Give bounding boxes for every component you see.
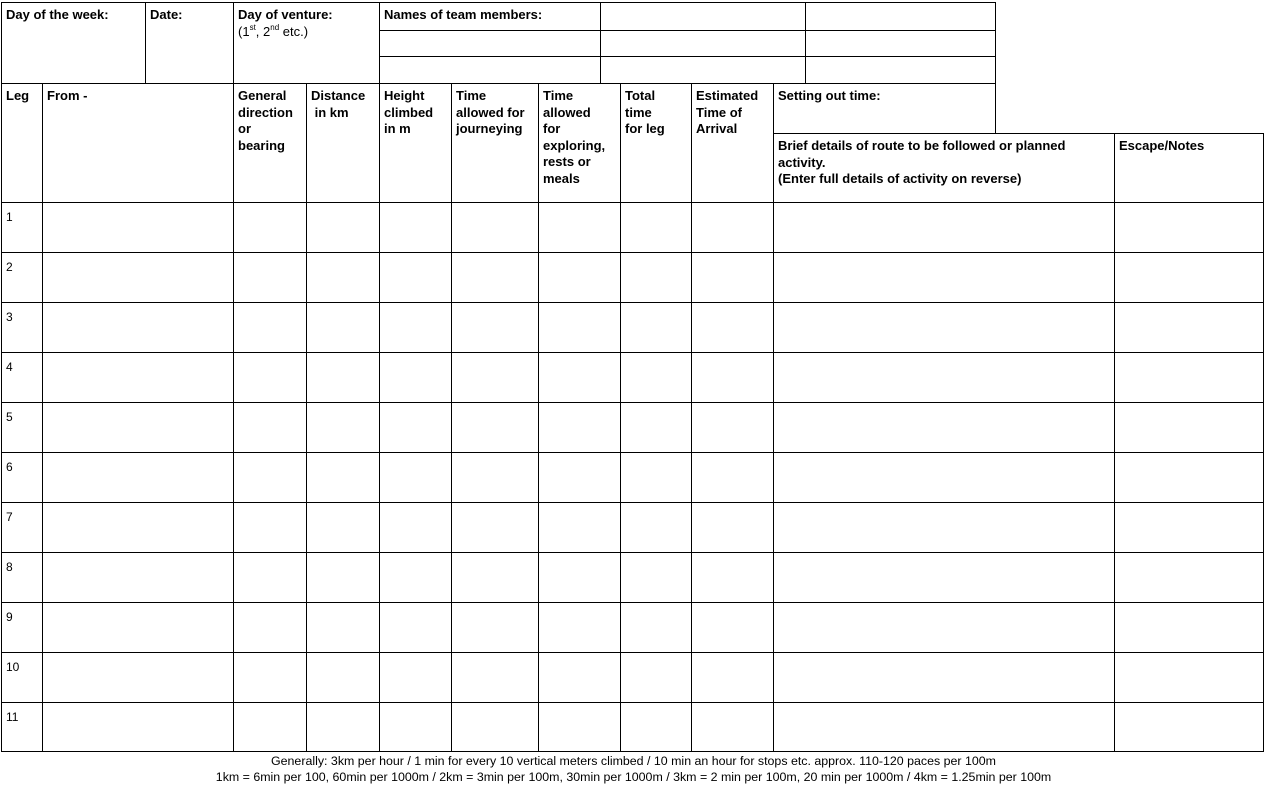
- footer-guideline-1: Generally: 3km per hour / 1 min for every 10 vertical meters climbed / 10 min an hour for stops etc. approx. 110-120 paces per 100m: [271, 754, 996, 768]
- from-cell[interactable]: [42, 452, 234, 503]
- day-of-week-label: Day of the week:: [6, 7, 109, 22]
- journeying-time-cell[interactable]: [451, 352, 539, 403]
- from-cell[interactable]: [42, 502, 234, 553]
- route-details-cell[interactable]: [773, 252, 1115, 303]
- team-member-field[interactable]: [805, 56, 996, 84]
- distance-cell[interactable]: [306, 202, 380, 253]
- height-cell[interactable]: [379, 502, 452, 553]
- exploring-time-cell[interactable]: [538, 402, 621, 453]
- escape-notes-cell[interactable]: [1114, 202, 1264, 253]
- col-route-header: [773, 133, 1115, 203]
- direction-cell[interactable]: [233, 402, 307, 453]
- direction-cell[interactable]: [233, 352, 307, 403]
- height-cell[interactable]: [379, 202, 452, 253]
- from-cell[interactable]: [42, 702, 234, 752]
- total-time-cell[interactable]: [620, 402, 692, 453]
- total-time-cell[interactable]: [620, 352, 692, 403]
- distance-cell[interactable]: [306, 402, 380, 453]
- col-journeying-label: Time allowed for journeying: [456, 88, 525, 136]
- escape-notes-cell[interactable]: [1114, 402, 1264, 453]
- from-cell[interactable]: [42, 252, 234, 303]
- col-leg-header: [1, 83, 43, 203]
- total-time-cell[interactable]: [620, 552, 692, 603]
- escape-notes-cell[interactable]: [1114, 602, 1264, 653]
- direction-cell[interactable]: [233, 702, 307, 752]
- escape-notes-cell[interactable]: [1114, 302, 1264, 353]
- col-route-label: Brief details of route to be followed or planned activity. (Enter full details of activity on reverse): [778, 138, 1066, 186]
- total-time-cell[interactable]: [620, 602, 692, 653]
- total-time-cell[interactable]: [620, 252, 692, 303]
- col-distance-label: Distance in km: [311, 88, 366, 120]
- exploring-time-cell[interactable]: [538, 652, 621, 703]
- height-cell[interactable]: [379, 402, 452, 453]
- route-details-cell[interactable]: [773, 402, 1115, 453]
- journeying-time-cell[interactable]: [451, 502, 539, 553]
- day-of-week-field[interactable]: [1, 2, 146, 84]
- route-details-cell[interactable]: [773, 602, 1115, 653]
- distance-cell[interactable]: [306, 252, 380, 303]
- direction-cell[interactable]: [233, 252, 307, 303]
- col-direction-label: General direction or bearing: [238, 88, 293, 153]
- col-total-time-label: Total time for leg: [625, 88, 665, 136]
- col-from-header: [42, 83, 234, 203]
- team-member-field[interactable]: [379, 30, 601, 57]
- journeying-time-cell[interactable]: [451, 252, 539, 303]
- route-details-cell[interactable]: [773, 452, 1115, 503]
- eta-cell[interactable]: [691, 352, 774, 403]
- eta-cell[interactable]: [691, 252, 774, 303]
- height-cell[interactable]: [379, 552, 452, 603]
- eta-cell[interactable]: [691, 302, 774, 353]
- leg-number-cell: 6: [1, 452, 43, 503]
- team-member-field[interactable]: [600, 30, 806, 57]
- col-exploring-label: Time allowed for exploring, rests or meals: [543, 88, 606, 186]
- total-time-cell[interactable]: [620, 452, 692, 503]
- route-details-cell[interactable]: [773, 552, 1115, 603]
- route-details-cell[interactable]: [773, 502, 1115, 553]
- col-height-header: [379, 83, 452, 203]
- route-details-cell[interactable]: [773, 702, 1115, 752]
- escape-notes-cell[interactable]: [1114, 352, 1264, 403]
- escape-notes-cell[interactable]: [1114, 652, 1264, 703]
- team-member-field[interactable]: [805, 2, 996, 31]
- setting-out-time-field[interactable]: [773, 83, 996, 134]
- distance-cell[interactable]: [306, 302, 380, 353]
- eta-cell[interactable]: [691, 602, 774, 653]
- total-time-cell[interactable]: [620, 202, 692, 253]
- journeying-time-cell[interactable]: [451, 552, 539, 603]
- date-label: Date:: [150, 7, 183, 22]
- team-member-field[interactable]: [600, 56, 806, 84]
- team-members-label-cell: [379, 2, 601, 31]
- exploring-time-cell[interactable]: [538, 202, 621, 253]
- from-cell[interactable]: [42, 402, 234, 453]
- distance-cell[interactable]: [306, 502, 380, 553]
- escape-notes-cell[interactable]: [1114, 552, 1264, 603]
- journeying-time-cell[interactable]: [451, 702, 539, 752]
- day-of-venture-field[interactable]: [233, 2, 380, 84]
- height-cell[interactable]: [379, 302, 452, 353]
- direction-cell[interactable]: [233, 502, 307, 553]
- leg-number-cell: 5: [1, 402, 43, 453]
- exploring-time-cell[interactable]: [538, 502, 621, 553]
- eta-cell[interactable]: [691, 702, 774, 752]
- exploring-time-cell[interactable]: [538, 302, 621, 353]
- team-member-field[interactable]: [600, 2, 806, 31]
- escape-notes-cell[interactable]: [1114, 452, 1264, 503]
- from-cell[interactable]: [42, 552, 234, 603]
- setting-out-time-label: Setting out time:: [778, 88, 881, 103]
- exploring-time-cell[interactable]: [538, 452, 621, 503]
- leg-number-cell: 9: [1, 602, 43, 653]
- height-cell[interactable]: [379, 452, 452, 503]
- col-journeying-header: [451, 83, 539, 203]
- route-details-cell[interactable]: [773, 302, 1115, 353]
- total-time-cell[interactable]: [620, 702, 692, 752]
- exploring-time-cell[interactable]: [538, 602, 621, 653]
- eta-cell[interactable]: [691, 502, 774, 553]
- from-cell[interactable]: [42, 652, 234, 703]
- team-member-field[interactable]: [379, 56, 601, 84]
- col-exploring-header: [538, 83, 621, 203]
- team-members-label: Names of team members:: [384, 7, 543, 22]
- leg-number-cell: 11: [1, 702, 43, 752]
- journeying-time-cell[interactable]: [451, 402, 539, 453]
- col-escape-label: Escape/Notes: [1119, 138, 1205, 153]
- distance-cell[interactable]: [306, 552, 380, 603]
- col-distance-header: [306, 83, 380, 203]
- height-cell[interactable]: [379, 602, 452, 653]
- distance-cell[interactable]: [306, 702, 380, 752]
- escape-notes-cell[interactable]: [1114, 702, 1264, 752]
- leg-number-cell: 10: [1, 652, 43, 703]
- exploring-time-cell[interactable]: [538, 352, 621, 403]
- from-cell[interactable]: [42, 602, 234, 653]
- eta-cell[interactable]: [691, 652, 774, 703]
- day-of-venture-hint: (1st, 2nd etc.): [238, 22, 309, 39]
- height-cell[interactable]: [379, 252, 452, 303]
- direction-cell[interactable]: [233, 202, 307, 253]
- distance-cell[interactable]: [306, 452, 380, 503]
- from-cell[interactable]: [42, 202, 234, 253]
- day-of-venture-label: Day of venture:: [238, 7, 333, 22]
- route-details-cell[interactable]: [773, 352, 1115, 403]
- eta-cell[interactable]: [691, 402, 774, 453]
- direction-cell[interactable]: [233, 452, 307, 503]
- direction-cell[interactable]: [233, 552, 307, 603]
- col-height-label: Height climbed in m: [384, 88, 434, 136]
- col-direction-header: [233, 83, 307, 203]
- direction-cell[interactable]: [233, 302, 307, 353]
- leg-number-cell: 4: [1, 352, 43, 403]
- route-details-cell[interactable]: [773, 652, 1115, 703]
- col-eta-label: Estimated Time of Arrival: [696, 88, 759, 136]
- height-cell[interactable]: [379, 352, 452, 403]
- height-cell[interactable]: [379, 652, 452, 703]
- journeying-time-cell[interactable]: [451, 452, 539, 503]
- route-details-cell[interactable]: [773, 202, 1115, 253]
- leg-number-cell: 3: [1, 302, 43, 353]
- journeying-time-cell[interactable]: [451, 652, 539, 703]
- from-cell[interactable]: [42, 352, 234, 403]
- eta-cell[interactable]: [691, 552, 774, 603]
- col-total-time-header: [620, 83, 692, 203]
- exploring-time-cell[interactable]: [538, 552, 621, 603]
- leg-number-cell: 7: [1, 502, 43, 553]
- journeying-time-cell[interactable]: [451, 602, 539, 653]
- leg-number-cell: 8: [1, 552, 43, 603]
- distance-cell[interactable]: [306, 652, 380, 703]
- col-from-label: From -: [47, 88, 88, 103]
- eta-cell[interactable]: [691, 452, 774, 503]
- from-cell[interactable]: [42, 302, 234, 353]
- exploring-time-cell[interactable]: [538, 702, 621, 752]
- leg-number-cell: 1: [1, 202, 43, 253]
- eta-cell[interactable]: [691, 202, 774, 253]
- journeying-time-cell[interactable]: [451, 202, 539, 253]
- date-field[interactable]: [145, 2, 234, 84]
- escape-notes-cell[interactable]: [1114, 502, 1264, 553]
- leg-number-cell: 2: [1, 252, 43, 303]
- col-eta-header: [691, 83, 774, 203]
- exploring-time-cell[interactable]: [538, 252, 621, 303]
- total-time-cell[interactable]: [620, 652, 692, 703]
- col-leg-label: Leg: [6, 88, 30, 103]
- direction-cell[interactable]: [233, 602, 307, 653]
- col-escape-header: [1114, 133, 1264, 203]
- direction-cell[interactable]: [233, 652, 307, 703]
- distance-cell[interactable]: [306, 602, 380, 653]
- height-cell[interactable]: [379, 702, 452, 752]
- total-time-cell[interactable]: [620, 502, 692, 553]
- distance-cell[interactable]: [306, 352, 380, 403]
- journeying-time-cell[interactable]: [451, 302, 539, 353]
- team-member-field[interactable]: [805, 30, 996, 57]
- escape-notes-cell[interactable]: [1114, 252, 1264, 303]
- total-time-cell[interactable]: [620, 302, 692, 353]
- footer-guideline-2: 1km = 6min per 100, 60min per 1000m / 2km = 3min per 100m, 30min per 1000m / 3km = 2 min per 100m, 20 min per 1000m / 4km = 1.25min per 100m: [215, 770, 1052, 784]
